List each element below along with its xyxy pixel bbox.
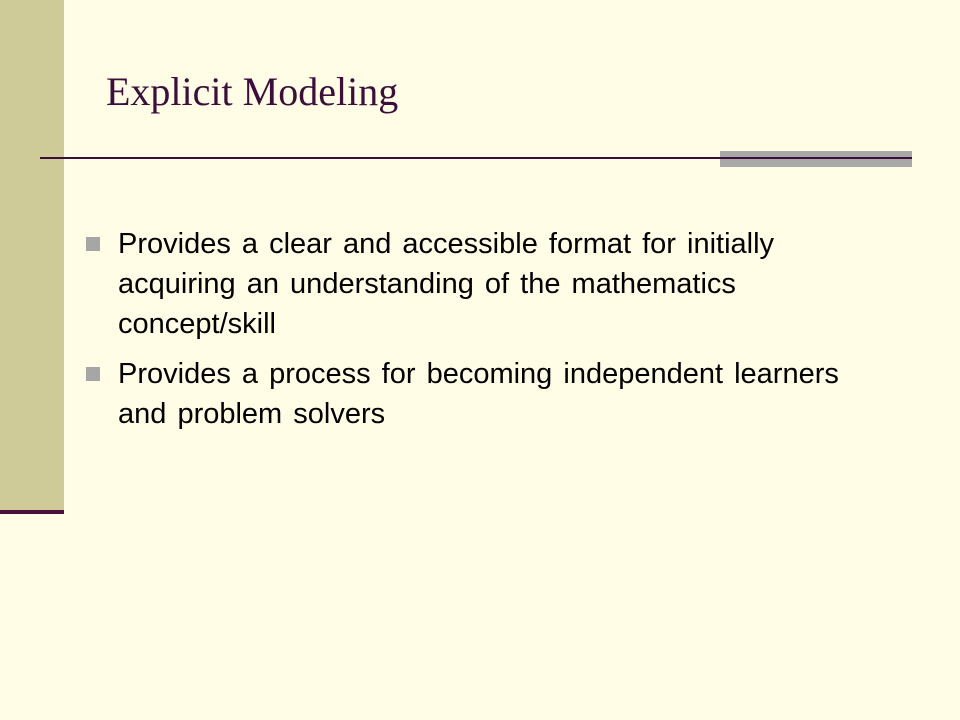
bullet-text: Provides a clear and accessible format for initially acquiring an understanding of the mathematics concept/skill xyxy=(118,228,775,340)
slide-title: Explicit Modeling xyxy=(106,69,399,114)
title-rule-block xyxy=(720,151,912,167)
bullet-item xyxy=(86,354,846,434)
bullet-list xyxy=(86,224,846,444)
bullet-item xyxy=(86,224,846,344)
square-bullet-icon xyxy=(86,367,100,381)
side-bar-accent-line xyxy=(0,510,64,514)
square-bullet-icon xyxy=(86,237,100,251)
bullet-text: Provides a process for becoming independent learners and problem solvers xyxy=(118,358,839,430)
side-decorative-bar xyxy=(0,0,64,510)
title-rule-line-overlay xyxy=(720,157,912,159)
